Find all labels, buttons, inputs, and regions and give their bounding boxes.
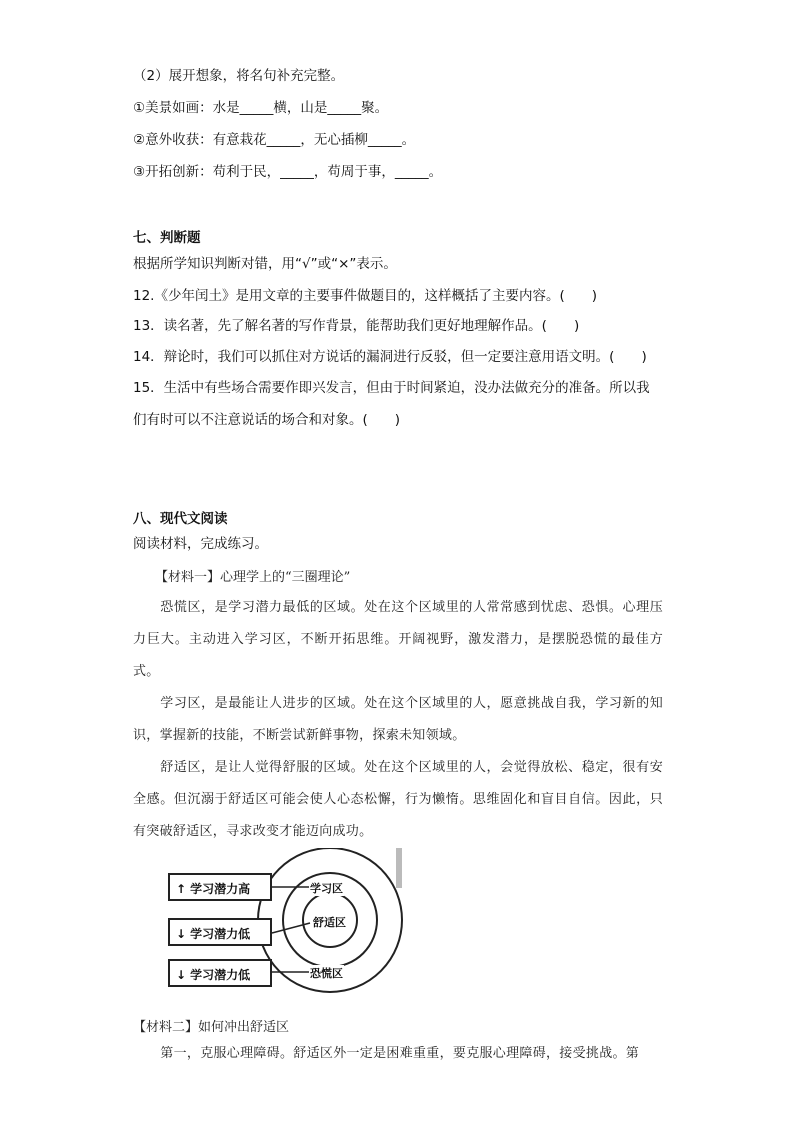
- arrow-down-icon: ↓: [176, 968, 187, 982]
- label-comfort-zone: 舒适区: [313, 916, 346, 929]
- label-panic-zone: 恐慌区: [310, 967, 343, 980]
- q2-item-2: ②意外收获：有意栽花_____，无心插柳_____。: [133, 132, 416, 148]
- q2-intro: （2）展开想象，将名句补充完整。: [133, 68, 345, 84]
- label-learning-zone: 学习区: [310, 882, 343, 895]
- section8-instruction: 阅读材料，完成练习。: [133, 536, 268, 552]
- section8-heading: 八、现代文阅读: [133, 511, 228, 527]
- q2-item-3: ③开拓创新：苟利于民，_____，苟周于事，_____。: [133, 164, 443, 180]
- section7-heading: 七、判断题: [133, 230, 201, 246]
- question-15-line2: 们有时可以不注意说话的场合和对象。( ): [133, 412, 401, 428]
- material1-paragraph-2: 学习区，是最能让人进步的区域。处在这个区域里的人，愿意挑战自我，学习新的知识，掌握新的技能，不断尝试新鲜事物，探索未知领域。: [133, 696, 663, 743]
- arrow-down-icon: ↓: [176, 927, 187, 941]
- scan-mark: [396, 848, 402, 888]
- material2-body: [133, 1038, 663, 1070]
- question-15-line1: 15．生活中有些场合需要作即兴发言，但由于时间紧迫，没办法做充分的准备。所以我: [133, 380, 650, 396]
- potential-box-low-2: [168, 959, 272, 987]
- box-low1-label: 学习潜力低: [190, 927, 251, 941]
- question-12: 12.《少年闰土》是用文章的主要事件做题目的，这样概括了主要内容。( ): [133, 288, 598, 304]
- material1-title: 【材料一】心理学上的“三圈理论”: [155, 570, 351, 585]
- box-high-label: 学习潜力高: [190, 882, 251, 896]
- section7-instruction: 根据所学知识判断对错，用“√”或“×”表示。: [133, 256, 397, 272]
- material2-paragraph-1: 第一，克服心理障碍。舒适区外一定是困难重重，要克服心理障碍，接受挑战。第: [160, 1046, 640, 1061]
- three-circle-diagram: [160, 848, 410, 998]
- arrow-up-icon: ↑: [176, 882, 187, 896]
- material2-title: 【材料二】如何冲出舒适区: [133, 1020, 290, 1035]
- q2-item-1: ①美景如画：水是_____横，山是_____聚。: [133, 100, 389, 116]
- potential-box-high: [168, 873, 272, 901]
- question-13: 13．读名著，先了解名著的写作背景，能帮助我们更好地理解作品。( ): [133, 318, 580, 334]
- material1-paragraph-3: 舒适区，是让人觉得舒服的区域。处在这个区域里的人，会觉得放松、稳定，很有安全感。但沉溺于舒适区可能会使人心态松懈，行为懒惰。思维固化和盲目自信。因此，只有突破舒适区，寻求改变才能迈向成功。: [133, 760, 663, 839]
- box-low2-label: 学习潜力低: [190, 968, 251, 982]
- material1-body: [133, 592, 663, 848]
- material1-paragraph-1: 恐慌区，是学习潜力最低的区域。处在这个区域里的人常常感到忧虑、恐惧。心理压力巨大。主动进入学习区，不断开拓思维。开阔视野，激发潜力，是摆脱恐慌的最佳方式。: [133, 600, 663, 679]
- question-14: 14．辩论时，我们可以抓住对方说话的漏洞进行反驳，但一定要注意用语文明。( ): [133, 349, 647, 365]
- potential-box-low-1: [168, 918, 272, 946]
